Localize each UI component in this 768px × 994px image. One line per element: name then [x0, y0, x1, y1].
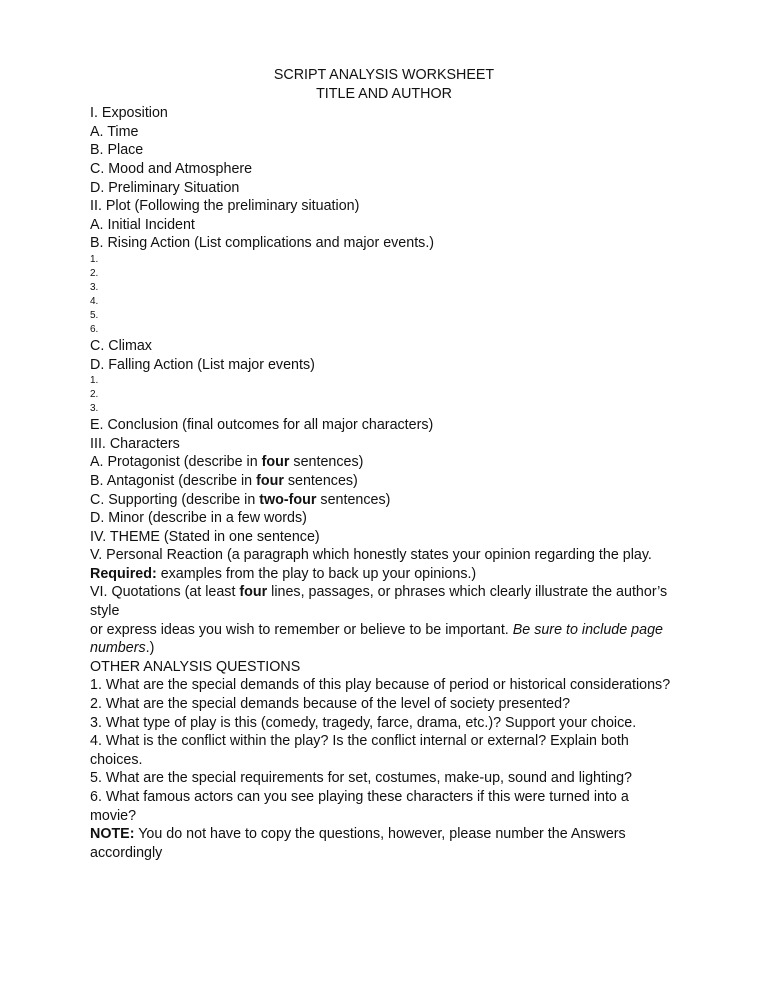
quotations-end: .) — [145, 640, 155, 657]
note-text: You do not have to copy the questions, however, please number the Answers accordingly — [90, 826, 626, 861]
antagonist-text-end: sentences) — [283, 472, 358, 489]
worksheet-document — [90, 66, 678, 862]
note-label: NOTE: — [90, 826, 135, 843]
title-block — [90, 66, 678, 103]
section-plot-heading: II. Plot (Following the preliminary situation) — [90, 198, 360, 215]
required-label: Required: — [90, 565, 157, 582]
exposition-item: C. Mood and Atmosphere — [90, 160, 253, 177]
quotations-emphasis: four — [239, 584, 268, 601]
plot-climax: C. Climax — [90, 337, 152, 354]
section-exposition-heading: I. Exposition — [90, 105, 168, 122]
quotations-text-end: lines, passages, or phrases which clearly illustrate the author’s style — [90, 584, 668, 620]
falling-action-number: 3. — [90, 403, 99, 415]
characters-antagonist — [90, 472, 678, 491]
rising-action-number: 6. — [90, 323, 99, 335]
rising-action-number: 5. — [90, 309, 99, 321]
supporting-text-end: sentences) — [316, 491, 391, 508]
worksheet-subtitle: TITLE AND AUTHOR — [316, 85, 452, 102]
rising-action-number: 3. — [90, 281, 99, 293]
supporting-emphasis: two-four — [259, 491, 317, 508]
plot-rising-action: B. Rising Action (List complications and major events.) — [90, 235, 435, 252]
falling-action-number: 2. — [90, 389, 99, 401]
rising-action-number: 1. — [90, 253, 99, 265]
section-characters-heading: III. Characters — [90, 435, 180, 452]
question-item: 6. What famous actors can you see playing these characters if this were turned into a movie? — [90, 789, 629, 824]
characters-supporting — [90, 491, 678, 510]
antagonist-emphasis: four — [256, 472, 284, 489]
quotations-text: VI. Quotations (at least — [90, 584, 240, 601]
question-item: 1. What are the special demands of this play because of period or historical considerations? — [90, 677, 671, 694]
note — [90, 825, 678, 862]
exposition-item: D. Preliminary Situation — [90, 179, 240, 196]
characters-protagonist — [90, 453, 678, 472]
section-personal-reaction: V. Personal Reaction (a paragraph which honestly states your opinion regarding the play. — [90, 547, 652, 564]
plot-initial-incident: A. Initial Incident — [90, 216, 195, 233]
falling-action-number: 1. — [90, 375, 99, 387]
quotations-line2: or express ideas you wish to remember or believe to be important. — [90, 621, 513, 638]
question-item: 4. What is the conflict within the play? Is the conflict internal or external? Explain both choices. — [90, 733, 629, 768]
plot-conclusion: E. Conclusion (final outcomes for all major characters) — [90, 417, 434, 434]
personal-reaction-required — [90, 565, 678, 584]
worksheet-title: SCRIPT ANALYSIS WORKSHEET — [273, 67, 495, 83]
rising-action-number: 4. — [90, 295, 99, 307]
question-item: 5. What are the special requirements for set, costumes, make-up, sound and lighting? — [90, 770, 632, 787]
supporting-text: C. Supporting (describe in — [90, 491, 260, 508]
exposition-item: B. Place — [90, 142, 144, 159]
other-questions-heading: OTHER ANALYSIS QUESTIONS — [90, 658, 301, 675]
protagonist-text: A. Protagonist (describe in — [90, 454, 262, 471]
quotations-italic-note: Be sure to include page numbers — [90, 621, 663, 657]
rising-action-number: 2. — [90, 267, 99, 279]
protagonist-text-end: sentences) — [289, 454, 364, 471]
plot-falling-action: D. Falling Action (List major events) — [90, 356, 315, 373]
section-quotations — [90, 583, 678, 620]
question-item: 2. What are the special demands because of the level of society presented? — [90, 696, 571, 713]
antagonist-text: B. Antagonist (describe in — [90, 472, 257, 489]
quotations-continued — [90, 621, 678, 658]
exposition-item: A. Time — [90, 123, 139, 140]
characters-minor: D. Minor (describe in a few words) — [90, 510, 307, 527]
section-theme: IV. THEME (Stated in one sentence) — [90, 528, 320, 545]
required-text: examples from the play to back up your opinions.) — [156, 565, 477, 582]
protagonist-emphasis: four — [261, 454, 290, 471]
question-item: 3. What type of play is this (comedy, tragedy, farce, drama, etc.)? Support your choice. — [90, 714, 637, 731]
